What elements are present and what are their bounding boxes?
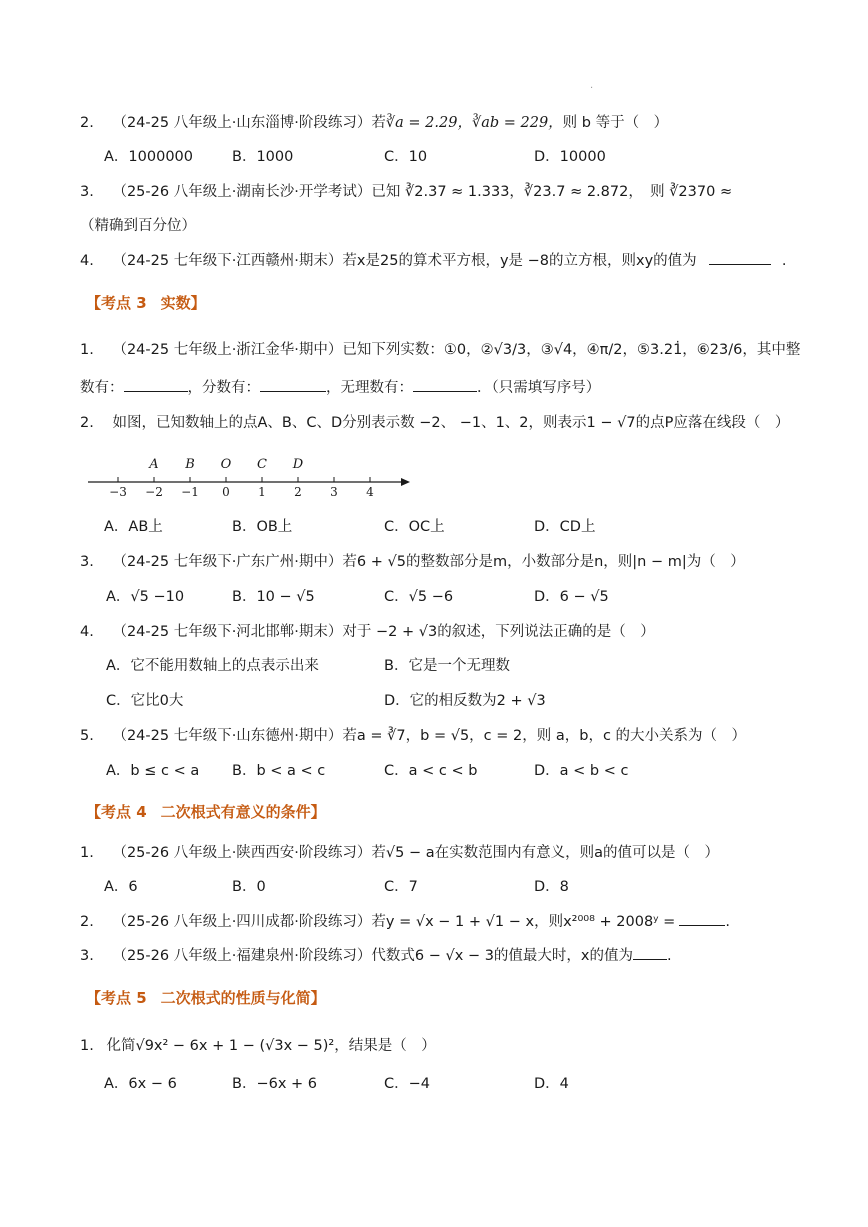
s5-question-1 xyxy=(80,1035,436,1057)
question-number: 3. xyxy=(80,948,94,964)
option-d[interactable]: D．4 xyxy=(534,1076,569,1092)
question-number: 2. xyxy=(80,914,94,930)
option-c[interactable]: C．它比0大 xyxy=(106,693,184,709)
axis-tick-label: 2 xyxy=(294,485,302,499)
question-source: （24-25 七年级下·广东广州·期中） xyxy=(112,554,343,570)
question-number: 2. xyxy=(80,115,94,131)
label-integers: 数有： xyxy=(80,380,124,396)
option-d[interactable]: D．10000 xyxy=(534,149,606,165)
option-b[interactable]: B．−6x + 6 xyxy=(232,1076,317,1092)
question-source: （25-26 八年级上·湖南长沙·开学考试） xyxy=(112,184,372,200)
label-note: ．（只需填写序号） xyxy=(477,380,601,396)
question-text: 已知 ∛2.37 ≈ 1.333，∛23.7 ≈ 2.872， 则 ∛2370 ≈ xyxy=(371,184,733,200)
section-tag: 【考点 3 xyxy=(86,294,147,312)
label-fractions: ，分数有： xyxy=(187,380,260,396)
option-a[interactable]: A．b ≤ c < a xyxy=(106,763,200,779)
option-a[interactable]: A．6 xyxy=(104,879,138,895)
option-c[interactable]: C．a < c < b xyxy=(384,763,478,779)
axis-tick-label: −3 xyxy=(109,485,127,499)
option-b[interactable]: B．b < a < c xyxy=(232,763,326,779)
section-4-heading xyxy=(86,801,326,823)
axis-point-letter: D xyxy=(292,457,304,472)
question-text: 若√5 − a在实数范围内有意义，则a的值可以是（ ） xyxy=(371,845,720,861)
question-source: （24-25 七年级下·山东德州·期中） xyxy=(112,728,343,744)
question-source: （24-25 七年级上·浙江金华·期中） xyxy=(112,342,343,358)
option-a[interactable]: A．它不能用数轴上的点表示出来 xyxy=(106,658,319,674)
answer-blank[interactable] xyxy=(633,945,667,960)
axis-tick-label: −1 xyxy=(181,485,199,499)
axis-point-letter: B xyxy=(185,457,195,472)
number-line-figure xyxy=(80,450,420,502)
axis-tick-label: −2 xyxy=(145,485,163,499)
axis-point-letter: A xyxy=(149,457,159,472)
option-d[interactable]: D．它的相反数为2 + √3 xyxy=(384,693,546,709)
axis-point-letter: O xyxy=(220,457,232,472)
question-text: 若y = √x − 1 + √1 − x，则x²⁰⁰⁸ + 2008ʸ = xyxy=(371,914,676,930)
option-c[interactable]: C．−4 xyxy=(384,1076,430,1092)
axis-tick-label: 1 xyxy=(258,485,266,499)
section-title: 二次根式有意义的条件】 xyxy=(160,803,326,821)
s3-question-4 xyxy=(80,621,655,643)
axis-tick-label: 4 xyxy=(366,485,374,499)
option-a[interactable]: A．1000000 xyxy=(104,149,193,165)
question-text: 若a = ∛7，b = √5，c = 2，则 a，b，c 的大小关系为（ ） xyxy=(342,728,747,744)
axis-tick-label: 3 xyxy=(330,485,338,499)
question-text: 已知下列实数：①0，②√3/3，③√4，④π/2，⑤3.21̇，⑥23/6，其中整 xyxy=(342,342,801,358)
question-source: （25-26 八年级上·四川成都·阶段练习） xyxy=(112,914,372,930)
s3-question-2 xyxy=(80,412,789,434)
question-text: 若x是25的算术平方根，y是 −8的立方根，则xy的值为 xyxy=(342,253,697,269)
question-text: 若6 + √5的整数部分是m，小数部分是n，则|n − m|为（ ） xyxy=(342,554,745,570)
section-5-heading xyxy=(86,987,326,1009)
option-c[interactable]: C．√5 −6 xyxy=(384,589,454,605)
question-text: 化简√9x² − 6x + 1 − (√3x − 5)²，结果是（ ） xyxy=(106,1038,436,1054)
question-end: . xyxy=(725,914,730,930)
question-number: 4. xyxy=(80,253,94,269)
answer-blank-fractions[interactable] xyxy=(260,377,326,392)
question-number: 1. xyxy=(80,1038,94,1054)
question-number: 5. xyxy=(80,728,94,744)
question-number: 1. xyxy=(80,342,94,358)
question-source: （24-25 七年级下·河北邯郸·期末） xyxy=(112,624,343,640)
option-b[interactable]: B．0 xyxy=(232,879,266,895)
section-3-heading xyxy=(86,292,206,314)
section-title: 二次根式的性质与化简】 xyxy=(160,989,326,1007)
s4-question-2 xyxy=(80,911,730,933)
question-source: （24-25 八年级上·山东淄博·阶段练习） xyxy=(112,115,372,131)
axis-point-letter: C xyxy=(257,457,267,472)
question-number: 2. xyxy=(80,415,94,431)
question-end: . xyxy=(781,253,787,269)
question-text: 代数式6 − √x − 3的值最大时，x的值为 xyxy=(371,948,634,964)
question-expression: ∛a = 2.29，∛ab = 229， xyxy=(385,115,563,131)
question-source: （25-26 八年级上·福建泉州·阶段练习） xyxy=(112,948,372,964)
question-source: （24-25 七年级下·江西赣州·期末） xyxy=(112,253,343,269)
s3-question-5 xyxy=(80,725,746,747)
question-text: 如图，已知数轴上的点A、B、C、D分别表示数 −2、 −1、1、2，则表示1 − √7的点P应落在线段（ ） xyxy=(112,415,790,431)
s4-question-1 xyxy=(80,842,719,864)
option-c[interactable]: C．10 xyxy=(384,149,428,165)
question-source: （25-26 八年级上·陕西西安·阶段练习） xyxy=(112,845,372,861)
label-irrationals: ，无理数有： xyxy=(326,380,413,396)
question-end: . xyxy=(667,948,672,964)
section-tag: 【考点 4 xyxy=(86,803,147,821)
answer-blank-integers[interactable] xyxy=(124,377,188,392)
option-b[interactable]: B．1000 xyxy=(232,149,294,165)
question-3 xyxy=(80,181,732,203)
axis-tick-label: 0 xyxy=(222,485,230,499)
s4-question-3 xyxy=(80,945,672,967)
s3-question-1 xyxy=(80,339,800,361)
question-text: 若 xyxy=(371,115,386,131)
option-b[interactable]: B．10 − √5 xyxy=(232,589,315,605)
question-number: 4. xyxy=(80,624,94,640)
option-b[interactable]: B．它是一个无理数 xyxy=(384,658,510,674)
option-a[interactable]: A．6x − 6 xyxy=(104,1076,177,1092)
question-text: 对于 −2 + √3的叙述，下列说法正确的是（ ） xyxy=(342,624,655,640)
option-c[interactable]: C．OC上 xyxy=(384,519,445,535)
question-text-2: 则 b 等于（ ） xyxy=(562,115,669,131)
answer-blank[interactable] xyxy=(679,911,725,926)
option-d[interactable]: D．6 − √5 xyxy=(534,589,609,605)
option-a[interactable]: A．√5 −10 xyxy=(106,589,185,605)
option-c[interactable]: C．7 xyxy=(384,879,418,895)
question-number: 3. xyxy=(80,184,94,200)
question-2 xyxy=(80,112,668,134)
answer-blank[interactable] xyxy=(709,250,771,265)
s3-question-1-line2 xyxy=(80,377,600,399)
answer-blank-irrationals[interactable] xyxy=(413,377,477,392)
page-mark: · xyxy=(590,83,594,94)
question-number: 1. xyxy=(80,845,94,861)
option-d[interactable]: D．8 xyxy=(534,879,569,895)
question-number: 3. xyxy=(80,554,94,570)
option-d[interactable]: D．a < b < c xyxy=(534,763,629,779)
section-title: 实数】 xyxy=(160,294,206,312)
question-4 xyxy=(80,250,787,272)
option-d[interactable]: D．CD上 xyxy=(534,519,596,535)
section-tag: 【考点 5 xyxy=(86,989,147,1007)
option-a[interactable]: A．AB上 xyxy=(104,519,163,535)
s3-question-3 xyxy=(80,551,745,573)
arrow-icon xyxy=(401,478,410,486)
question-3-note: （精确到百分位） xyxy=(80,218,196,234)
option-b[interactable]: B．OB上 xyxy=(232,519,293,535)
